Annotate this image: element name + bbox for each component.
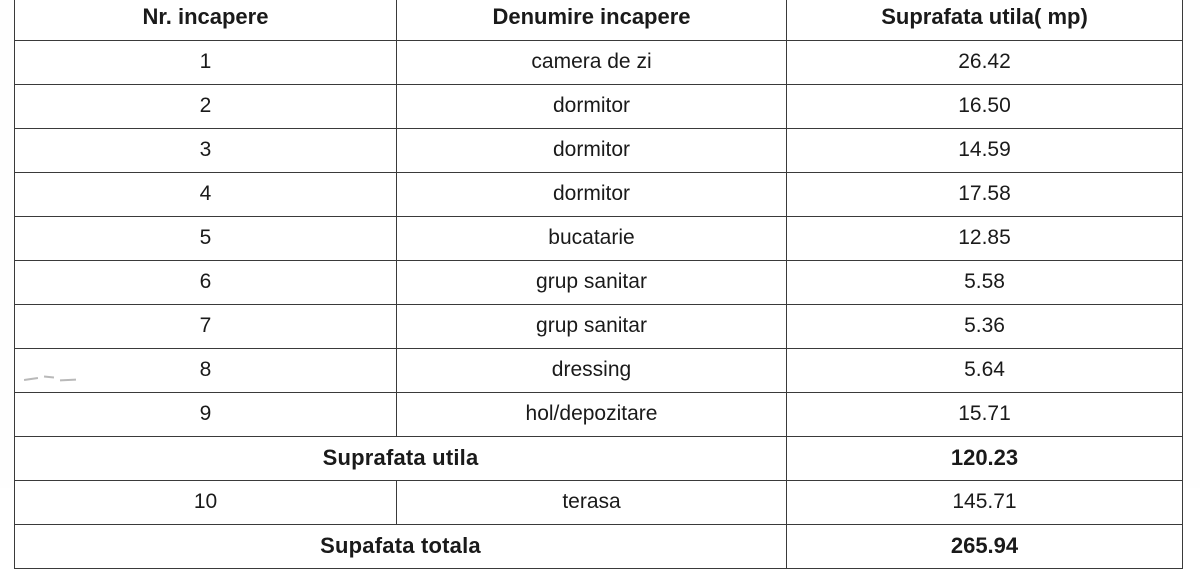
table-row xyxy=(15,85,1183,129)
cell-room-number: 7 xyxy=(15,305,397,349)
cell-room-number: 3 xyxy=(15,129,397,173)
total-row xyxy=(15,525,1183,569)
cell-room-name: dormitor xyxy=(397,85,787,129)
table-row xyxy=(15,261,1183,305)
cell-room-number: 4 xyxy=(15,173,397,217)
cell-room-name: camera de zi xyxy=(397,41,787,85)
table-header xyxy=(15,0,1183,41)
cell-room-area: 5.58 xyxy=(787,261,1183,305)
subtotal-area: 120.23 xyxy=(787,437,1183,481)
table-header-row xyxy=(15,0,1183,41)
subtotal-row xyxy=(15,437,1183,481)
column-header-room-number: Nr. incapere xyxy=(15,0,397,41)
cell-room-name: grup sanitar xyxy=(397,261,787,305)
cell-room-area: 15.71 xyxy=(787,393,1183,437)
cell-room-area: 16.50 xyxy=(787,85,1183,129)
cell-room-number: 1 xyxy=(15,41,397,85)
subtotal-label: Suprafata utila xyxy=(15,437,787,481)
cell-room-area: 14.59 xyxy=(787,129,1183,173)
cell-room-name: terasa xyxy=(397,481,787,525)
room-schedule-table xyxy=(14,0,1183,569)
cell-room-number: 10 xyxy=(15,481,397,525)
table-row xyxy=(15,173,1183,217)
column-header-room-name: Denumire incapere xyxy=(397,0,787,41)
table-row xyxy=(15,305,1183,349)
table-row xyxy=(15,41,1183,85)
table-row xyxy=(15,393,1183,437)
table-row xyxy=(15,217,1183,261)
cell-room-area: 12.85 xyxy=(787,217,1183,261)
table-row xyxy=(15,349,1183,393)
cell-room-name: hol/depozitare xyxy=(397,393,787,437)
cell-room-area: 145.71 xyxy=(787,481,1183,525)
cell-room-area: 5.64 xyxy=(787,349,1183,393)
cell-room-number: 2 xyxy=(15,85,397,129)
cell-room-number: 9 xyxy=(15,393,397,437)
total-label: Supafata totala xyxy=(15,525,787,569)
cell-room-name: bucatarie xyxy=(397,217,787,261)
cell-room-name: dressing xyxy=(397,349,787,393)
table-row xyxy=(15,481,1183,525)
cell-room-name: grup sanitar xyxy=(397,305,787,349)
table-row xyxy=(15,129,1183,173)
cell-room-area: 26.42 xyxy=(787,41,1183,85)
table-body xyxy=(15,41,1183,569)
cell-room-name: dormitor xyxy=(397,129,787,173)
total-area: 265.94 xyxy=(787,525,1183,569)
cell-room-area: 5.36 xyxy=(787,305,1183,349)
cell-room-name: dormitor xyxy=(397,173,787,217)
column-header-usable-area: Suprafata utila( mp) xyxy=(787,0,1183,41)
cell-room-number: 8 xyxy=(15,349,397,393)
cell-room-number: 5 xyxy=(15,217,397,261)
cell-room-number: 6 xyxy=(15,261,397,305)
cell-room-area: 17.58 xyxy=(787,173,1183,217)
